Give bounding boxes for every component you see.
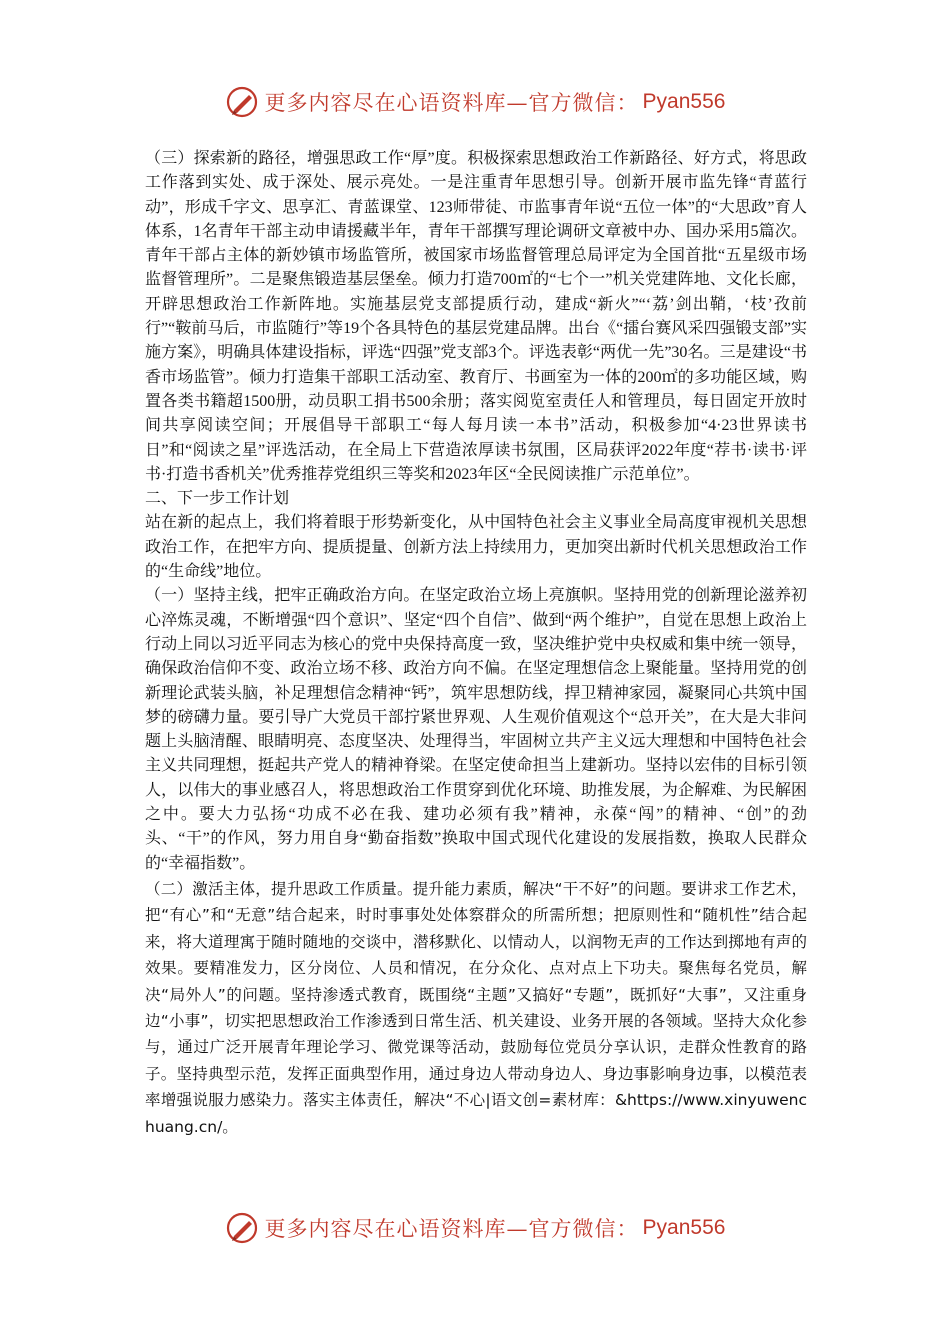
pen-logo-icon [225, 85, 259, 119]
document-body [145, 147, 807, 1140]
heading-next-step-plan: 二、下一步工作计划 [145, 490, 290, 508]
paragraph-plan-2-activate-subject: （二）激活主体，提升思政工作质量。提升能力素质，解决“干不好”的问题。要讲求工作艺术，把“有心”和“无意”结合起来，时时事事处处体察群众的所需所想；把原则性和“随机性”结合起来，将大道理寓于随时随地的交谈中，潜移默化、以情动人，以润物无声的工作达到掷地有声的效果。要精准发力，区分岗位、人员和情况，在分众化、点对点上下功夫。聚焦每名党员，解决“局外人”的问题。坚持渗透式教育，既围绕“主题”又搞好“专题”，既抓好“大事”，又注重身边“小事”，切实把思想政治工作渗透到日常生活、机关建设、业务开展的各领域。坚持大众化参与，通过广泛开展青年理论学习、微党课等活动，鼓励每位党员分享认识，走群众性教育的路子。坚持典型示范，发挥正面典型作用，通过身边人带动身边人、身边事影响身边事，以模范表率增强说服力感染力。落实主体责任，解决“不心|语文创=素材库：&https://www.xinyuwenchuang.cn/。 [145, 879, 807, 1136]
header-banner-text: 更多内容尽在心语资料库—官方微信： [264, 91, 639, 115]
header-banner-handle: Pyan556 [642, 90, 726, 113]
footer-banner-text: 更多内容尽在心语资料库—官方微信： [264, 1217, 639, 1241]
paragraph-next-step-intro: 站在新的起点上，我们将着眼于形势新变化，从中国特色社会主义事业全局高度审视机关思想政治工作，在把牢方向、提质提量、创新方法上持续用力，更加突出新时代机关思想政治工作的“生命线”地位。 [145, 514, 807, 581]
header-banner [0, 82, 950, 122]
paragraph-plan-1-main-line: （一）坚持主线，把牢正确政治方向。在坚定政治立场上亮旗帜。坚持用党的创新理论滋养初心淬炼灵魂，不断增强“四个意识”、坚定“四个自信”、做到“两个维护”，自觉在思想上政治上行动上同以习近平同志为核心的党中央保持高度一致，坚决维护党中央权威和集中统一领导，确保政治信仰不变、政治立场不移、政治方向不偏。在坚定理想信念上聚能量。坚持用党的创新理论武装头脑，补足理想信念精神“钙”，筑牢思想防线，捍卫精神家园，凝聚同心共筑中国梦的磅礴力量。要引导广大党员干部拧紧世界观、人生观价值观这个“总开关”，在大是大非问题上头脑清醒、眼睛明亮、态度坚决、处理得当，牢固树立共产主义远大理想和中国特色社会主义共同理想，挺起共产党人的精神脊梁。在坚定使命担当上建新功。坚持以宏伟的目标引领人，以伟大的事业感召人，将思想政治工作贯穿到优化环境、助推发展，为企解难、为民解困之中。要大力弘扬“功成不必在我、建功必须有我”精神，永葆“闯”的精神、“创”的劲头、“干”的作风，努力用自身“勤奋指数”换取中国式现代化建设的发展指数，换取人民群众的“幸福指数”。 [145, 587, 807, 872]
pen-logo-icon [225, 1211, 259, 1245]
paragraph-section-3-explore-paths: （三）探索新的路径，增强思政工作“厚”度。积极探索思想政治工作新路径、好方式，将思政工作落到实处、成于深处、展示亮处。一是注重青年思想引导。创新开展市监先锋“青蓝行动”，形成千字文、思享汇、青蓝课堂、123师带徒、市监事青年说“五位一体”的“大思政”育人体系，1名青年干部主动申请援藏半年，青年干部撰写理论调研文章被中办、国办采用5篇次。青年干部占主体的新妙镇市场监管所，被国家市场监督管理总局评定为全国首批“五星级市场监督管理所”。二是聚焦锻造基层堡垒。倾力打造700㎡的“七个一”机关党建阵地、文化长廊，开辟思想政治工作新阵地。实施基层党支部提质行动，建成“新火”“‘荔’剑出鞘，‘枝’孜前行”“鞍前马后，市监随行”等19个各具特色的基层党建品牌。出台《“擂台赛风采四强锻支部”实施方案》，明确具体建设指标，评选“四强”党支部3个。评选表彰“两优一先”30名。三是建设“书香市场监管”。倾力打造集干部职工活动室、教育厅、书画室为一体的200㎡的多功能区域，购置各类书籍超1500册，动员职工捐书500余册；落实阅览室责任人和管理员，每日固定开放时间共享阅读空间；开展倡导干部职工“每人每月读一本书”活动，积极参加“4·23世界读书日”和“阅读之星”评选活动，在全局上下营造浓厚读书氛围，区局获评2022年度“荐书·读书·评书·打造书香机关”优秀推荐党组织三等奖和2023年区“全民阅读推广示范单位”。 [145, 150, 807, 483]
footer-banner-handle: Pyan556 [642, 1216, 726, 1239]
footer-banner [0, 1208, 950, 1248]
